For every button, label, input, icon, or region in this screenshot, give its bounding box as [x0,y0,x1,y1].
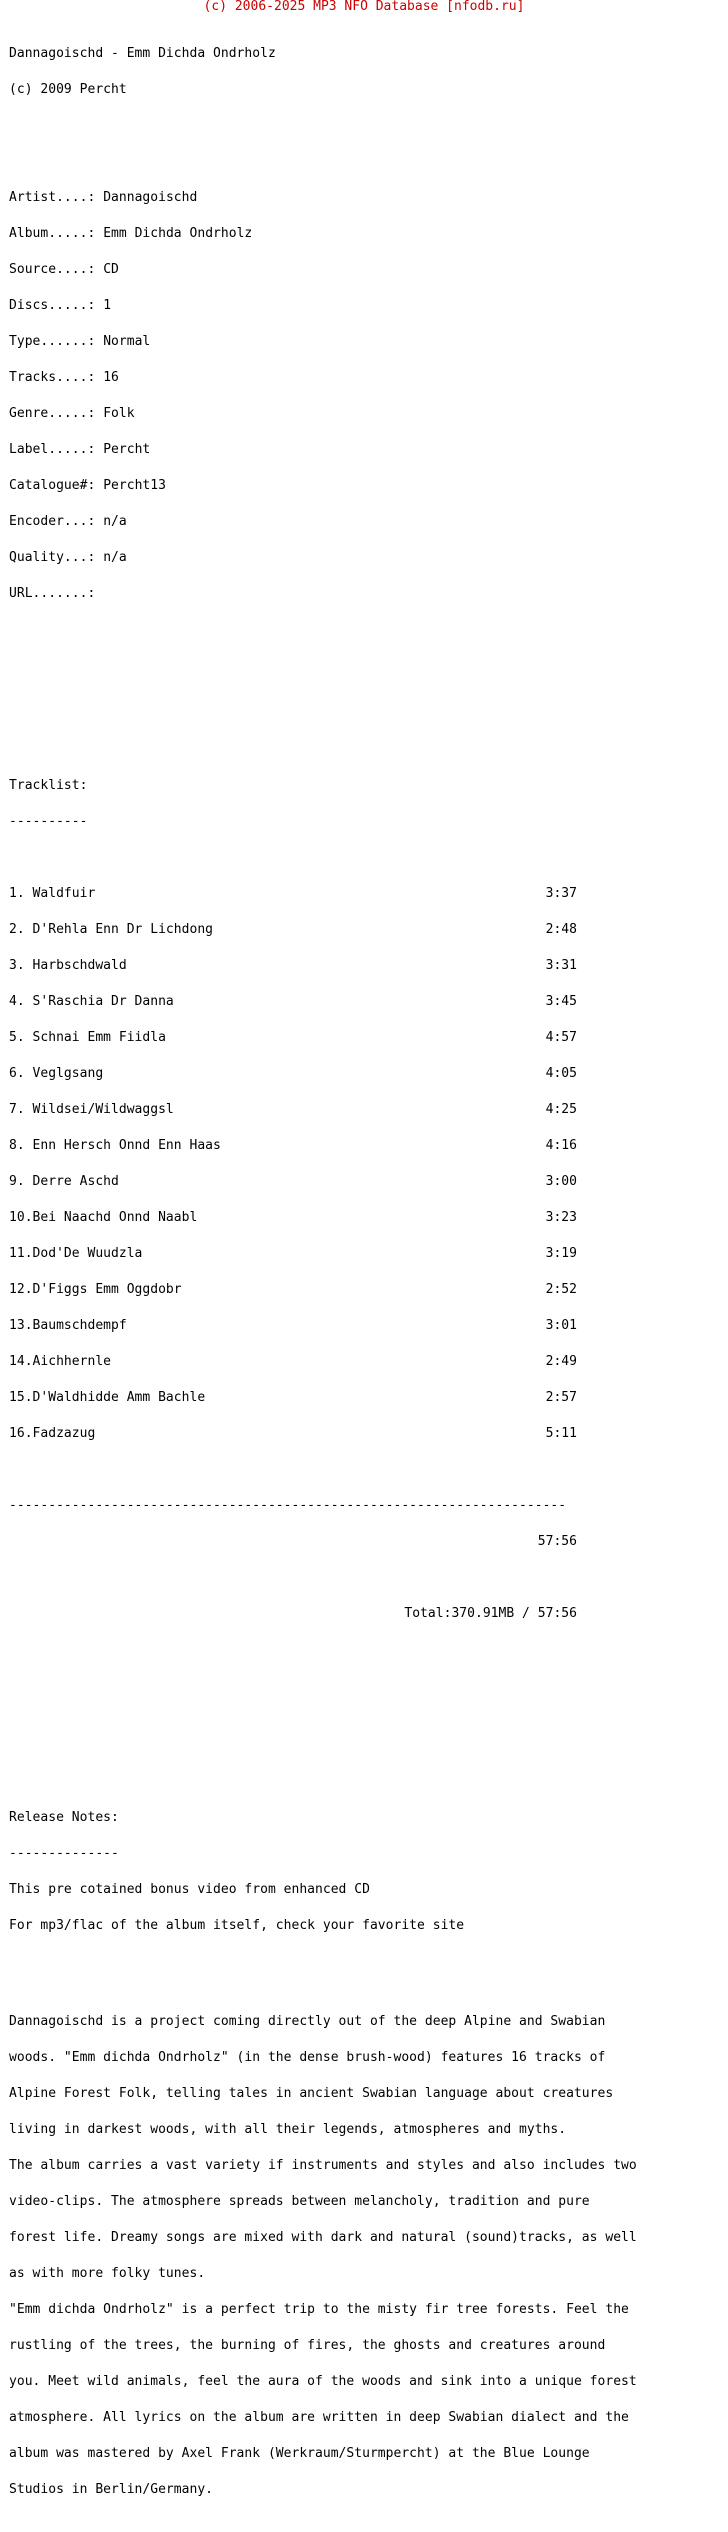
copyright-line: (c) 2009 Percht [9,82,127,97]
track-row: 6. Veglgsang 4:05 [9,1066,577,1081]
track-row: 8. Enn Hersch Onnd Enn Haas 4:16 [9,1138,577,1153]
track-row: 7. Wildsei/Wildwaggsl 4:25 [9,1102,577,1117]
track-row: 2. D'Rehla Enn Dr Lichdong 2:48 [9,922,577,937]
notes-line: "Emm dichda Ondrholz" is a perfect trip to the misty fir tree forests. Feel the [9,2302,629,2317]
nfo-document [9,24,637,2532]
site-banner[interactable]: (c) 2006-2025 MP3 NFO Database [nfodb.ru] [203,0,525,14]
release-notes-underline: -------------- [9,1846,119,1861]
tracklist-heading: Tracklist: [9,778,88,793]
track-row: 16.Fadzazug 5:11 [9,1426,577,1441]
tracklist [9,864,637,1464]
info-row-artist: Artist....: Dannagoischd [9,190,198,205]
tracklist-separator: ----------------------------------------------------------------------- [9,1498,567,1513]
track-row: 1. Waldfuir 3:37 [9,886,577,901]
info-row-catalogue: Catalogue#: Percht13 [9,478,166,493]
notes-line: you. Meet wild animals, feel the aura of the woods and sink into a unique forest [9,2374,637,2389]
notes-line: This pre cotained bonus video from enhanced CD [9,1882,370,1897]
notes-line: atmosphere. All lyrics on the album are written in deep Swabian dialect and the [9,2410,629,2425]
track-row: 11.Dod'De Wuudzla 3:19 [9,1246,577,1261]
total-size-line: Total:370.91MB / 57:56 [404,1606,577,1621]
info-row-label: Label.....: Percht [9,442,151,457]
track-row: 10.Bei Naachd Onnd Naabl 3:23 [9,1210,577,1225]
info-row-discs: Discs.....: 1 [9,298,112,313]
info-row-type: Type......: Normal [9,334,151,349]
notes-line: video-clips. The atmosphere spreads between melancholy, tradition and pure [9,2194,590,2209]
info-row-source: Source....: CD [9,262,119,277]
release-title-line: Dannagoischd - Emm Dichda Ondrholz [9,46,276,61]
track-row: 5. Schnai Emm Fiidla 4:57 [9,1030,577,1045]
tracklist-underline: ---------- [9,814,88,829]
info-row-album: Album.....: Emm Dichda Ondrholz [9,226,253,241]
release-info [9,168,637,624]
info-row-tracks: Tracks....: 16 [9,370,119,385]
track-row: 9. Derre Aschd 3:00 [9,1174,577,1189]
notes-line: Dannagoischd is a project coming directly out of the deep Alpine and Swabian [9,2014,606,2029]
notes-line: as with more folky tunes. [9,2266,206,2281]
notes-line: woods. "Emm dichda Ondrholz" (in the dense brush-wood) features 16 tracks of [9,2050,606,2065]
notes-line: The album carries a vast variety if instruments and styles and also includes two [9,2158,637,2173]
release-description [9,1992,637,2520]
track-row: 4. S'Raschia Dr Danna 3:45 [9,994,577,1009]
notes-line: rustling of the trees, the burning of fires, the ghosts and creatures around [9,2338,606,2353]
track-row: 15.D'Waldhidde Amm Bachle 2:57 [9,1390,577,1405]
notes-line: Alpine Forest Folk, telling tales in ancient Swabian language about creatures [9,2086,614,2101]
track-row: 12.D'Figgs Emm Oggdobr 2:52 [9,1282,577,1297]
track-row: 3. Harbschdwald 3:31 [9,958,577,973]
info-row-quality: Quality...: n/a [9,550,127,565]
notes-line: forest life. Dreamy songs are mixed with dark and natural (sound)tracks, as well [9,2230,637,2245]
notes-line: Studios in Berlin/Germany. [9,2482,214,2497]
notes-line: album was mastered by Axel Frank (Werkraum/Sturmpercht) at the Blue Lounge [9,2446,590,2461]
track-row: 13.Baumschdempf 3:01 [9,1318,577,1333]
total-time: 57:56 [537,1534,577,1549]
notes-line: living in darkest woods, with all their legends, atmospheres and myths. [9,2122,567,2137]
info-row-url: URL.......: [9,586,96,601]
info-row-genre: Genre.....: Folk [9,406,135,421]
info-row-encoder: Encoder...: n/a [9,514,127,529]
release-notes-heading: Release Notes: [9,1810,119,1825]
track-row: 14.Aichhernle 2:49 [9,1354,577,1369]
notes-line: For mp3/flac of the album itself, check your favorite site [9,1918,465,1933]
